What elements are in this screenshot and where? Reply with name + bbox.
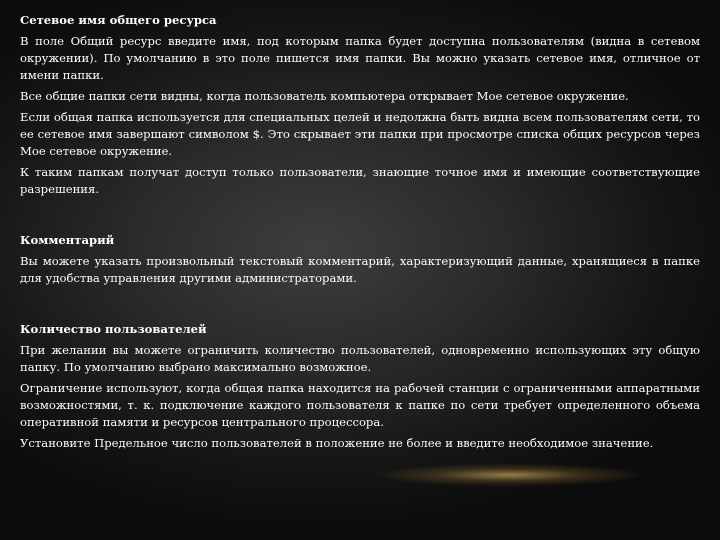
section-share-name [20, 12, 700, 198]
section-heading: Комментарий [20, 233, 115, 247]
slide-content [20, 12, 700, 452]
paragraph: В поле Общий ресурс введите имя, под которым папка будет доступна пользователям (видна в сетевом окружении). По умолчанию в это поле пишется имя папки. Вы можно указать сетевое имя, отличное от имени папки. [20, 34, 700, 82]
decorative-glow [300, 452, 680, 498]
paragraph: К таким папкам получат доступ только пользователи, знающие точное имя и имеющие соответствующие разрешения. [20, 165, 700, 196]
paragraph: Если общая папка используется для специальных целей и недолжна быть видна всем пользователям сети, то ее сетевое имя завершают символом $. Это скрывает эти папки при просмотре списка общих ресурсов через Мое сетевое окружение. [20, 110, 700, 158]
section-user-count [20, 321, 700, 452]
paragraph: При желании вы можете ограничить количество пользователей, одновременно использующих эту общую папку. По умолчанию выбрано максимально возможное. [20, 343, 700, 374]
paragraph: Ограничение используют, когда общая папка находится на рабочей станции с ограниченными аппаратными возможностями, т. к. подключение каждого пользователя к папке по сети требует определенного объема оперативной памяти и ресурсов центрального процессора. [20, 381, 700, 429]
paragraph: Вы можете указать произвольный текстовый комментарий, характеризующий данные, хранящиеся в папке для удобства управления другими администраторами. [20, 254, 700, 285]
section-comment [20, 232, 700, 287]
section-heading: Количество пользователей [20, 322, 207, 336]
paragraph: Все общие папки сети видны, когда пользователь компьютера открывает Мое сетевое окружение. [20, 89, 629, 103]
paragraph: Установите Предельное число пользователей в положение не более и введите необходимое значение. [20, 436, 654, 450]
section-heading: Сетевое имя общего ресурса [20, 13, 217, 27]
